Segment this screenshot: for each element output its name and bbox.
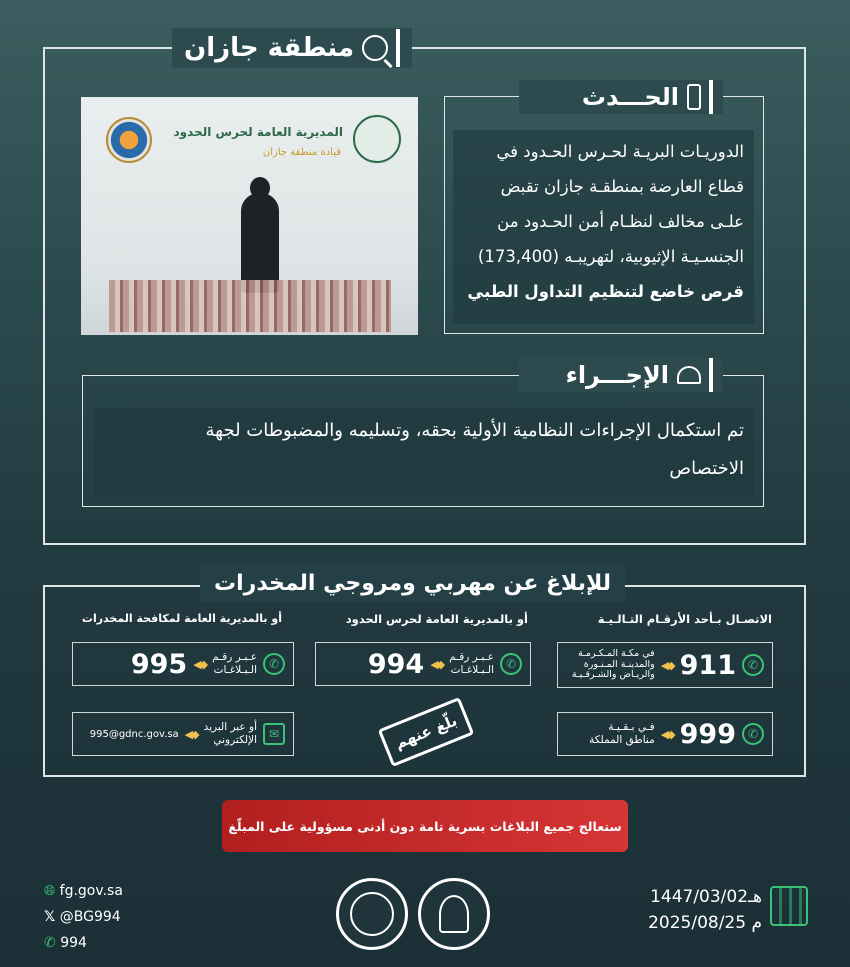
phone-icon: ✆ (500, 653, 522, 675)
agency-sub: قيادة منطقة جازان (262, 147, 341, 158)
footer-contacts (44, 878, 123, 956)
email-address[interactable]: 995@gdnc.gov.sa (89, 728, 179, 740)
label-994: عـبـر رقـم الـبـلاغـات (449, 650, 494, 676)
action-line-2: الاختصاص (669, 458, 744, 479)
x-row[interactable]: 𝕏 @BG994 (44, 909, 121, 925)
agency-name: المديرية العامة لحرس الحدود (173, 125, 343, 139)
saudi-emblem-logo (418, 878, 490, 950)
event-tag (519, 80, 723, 114)
phone-icon: ✆ (44, 935, 56, 951)
chevron-icon: ◆◀ (660, 658, 674, 672)
report-title-tag (200, 564, 625, 602)
phone-icon: ✆ (742, 723, 764, 745)
border-guard-logo (336, 878, 408, 950)
email-label: أو عبر البريد الإلكتروني (203, 720, 257, 746)
event-line-2: قطاع العارضة بمنطقـة جازان تقبض (500, 177, 744, 196)
hotline-911[interactable] (557, 642, 773, 688)
event-line-3: علـى مخالف لنظـام أمن الحـدود من (497, 212, 744, 231)
chevron-icon: ◆◀ (184, 727, 198, 741)
radio-icon (687, 84, 701, 110)
event-title: الحـــدث (581, 83, 679, 111)
number-994: 994 (367, 648, 425, 680)
notice-text: ستعالج جميع البلاغات بسرية تامة دون أدنى مسؤولية على المبلّغ (228, 818, 622, 834)
label-995: عـبـر رقـم الـبـلاغـات (212, 650, 257, 676)
magnifier-icon (362, 35, 388, 61)
hotline-999[interactable] (557, 712, 773, 756)
hijri-date: 1447/03/02هـ (650, 887, 762, 907)
report-title: للإبلاغ عن مهربي ومروجي المخدرات (214, 570, 611, 596)
action-text (94, 408, 754, 496)
chevron-icon: ◆◀ (430, 657, 444, 671)
region-title-tag (172, 28, 412, 68)
event-line-4: الجنسـيـة الإثيوبية، لتهريبـه (173,400) (477, 247, 744, 266)
calendar-icon (770, 886, 808, 926)
action-line-1: تم استكمال الإجراءات النظامية الأولية بحقه، وتسليمه والمضبوطات لجهة (205, 420, 744, 441)
number-999: 999 (679, 718, 736, 750)
confidentiality-notice (222, 800, 628, 852)
number-995: 995 (130, 648, 188, 680)
email-box[interactable] (72, 712, 294, 756)
siren-icon (677, 366, 701, 384)
phone-icon: ✆ (742, 654, 764, 676)
phone-row[interactable]: ✆ 994 (44, 935, 87, 951)
pill-packs (109, 280, 391, 332)
person-head (250, 177, 270, 199)
hotline-994[interactable] (315, 642, 531, 686)
label-999: فـي بـقـيـة مناطق المملكة (589, 720, 655, 746)
border-guard-emblem (106, 117, 152, 163)
phone-icon: ✆ (263, 653, 285, 675)
stamp-text: بلّغ عنهم (392, 711, 460, 753)
chevron-icon: ◆◀ (660, 727, 674, 741)
seizure-photo (81, 97, 418, 335)
action-tag (519, 358, 723, 392)
label-911: في مكـة المـكـرمـة والمدينـة المـنـورة والريـاض والشـرقـيـة (571, 647, 655, 681)
col1-heading: الاتصـال بـأحد الأرقـام التـالـيـة (597, 612, 772, 626)
number-911: 911 (679, 649, 736, 681)
event-line-5: قرص خاضع لتنظيم التداول الطبي (467, 282, 744, 301)
x-logo-icon: 𝕏 (44, 909, 56, 925)
action-title: الإجـــراء (565, 361, 669, 389)
website-row[interactable]: 🌐︎ fg.gov.sa (44, 883, 123, 899)
col2-heading: أو بالمديرية العامة لحرس الحدود (345, 612, 528, 626)
col3-heading: أو بالمديرية العامة لمكافحة المخدرات (81, 612, 282, 625)
person-silhouette (241, 193, 279, 293)
dates (600, 884, 762, 936)
globe-icon: 🌐︎ (44, 883, 56, 899)
event-text (453, 130, 754, 324)
chevron-icon: ◆◀ (193, 657, 207, 671)
hotline-995[interactable] (72, 642, 294, 686)
saudi-emblem (353, 115, 401, 163)
event-line-1: الدوريـات البريـة لحـرس الحـدود في (496, 142, 744, 161)
region-title: منطقة جازان (184, 33, 355, 63)
gregorian-date: 2025/08/25 م (648, 913, 762, 933)
envelope-icon: ✉ (263, 723, 285, 745)
